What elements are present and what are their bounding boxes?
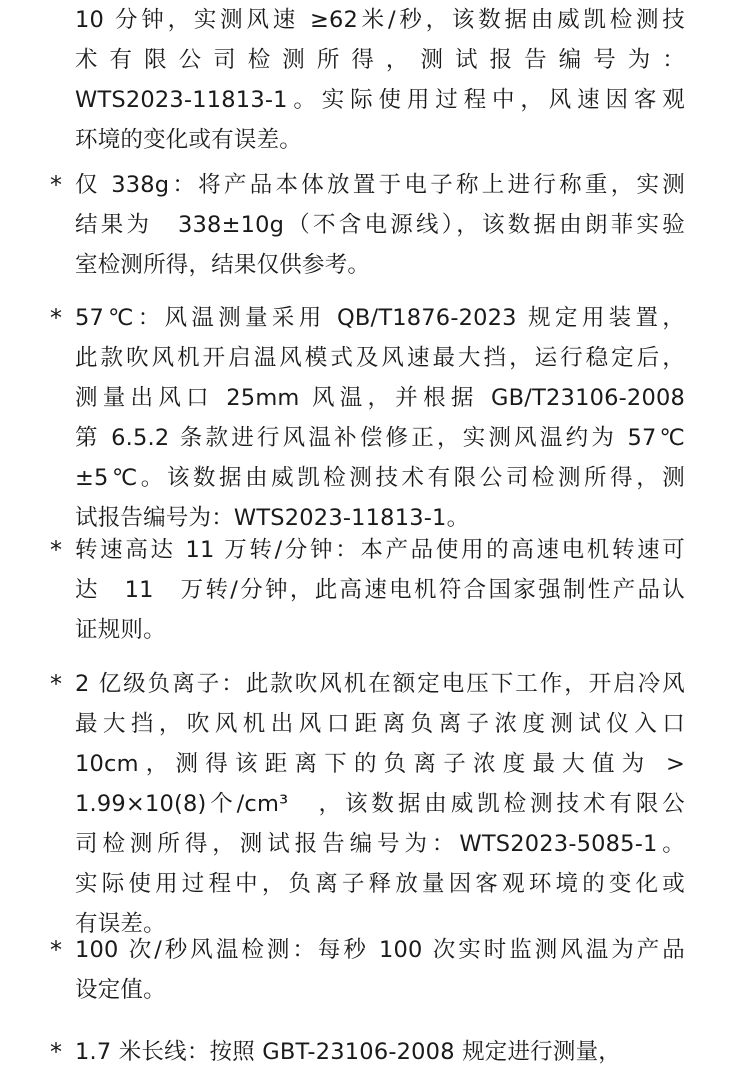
note-line: 司检测所得，测试报告编号为：WTS2023-5085-1。 bbox=[75, 831, 685, 857]
note-marker: * bbox=[50, 670, 62, 698]
note-line: 此款吹风机开启温风模式及风速最大挡，运行稳定后， bbox=[75, 345, 685, 371]
note-line: 2 亿级负离子：此款吹风机在额定电压下工作，开启冷风 bbox=[75, 671, 685, 697]
note-line: 10 分钟，实测风速 ≥62米/秒，该数据由威凯检测技 bbox=[75, 7, 685, 33]
note-marker: * bbox=[50, 304, 62, 332]
note-text bbox=[75, 1032, 685, 1072]
note-line: 实际使用过程中，负离子释放量因客观环境的变化或 bbox=[75, 871, 685, 897]
note-marker: * bbox=[50, 1038, 62, 1066]
note-line: 环境的变化或有误差。 bbox=[75, 127, 303, 153]
note-line: 10cm，测得该距离下的负离子浓度最大值为 > bbox=[75, 751, 685, 777]
note-text bbox=[75, 930, 685, 1010]
note-line: 证规则。 bbox=[75, 617, 166, 643]
note-line: 设定值。 bbox=[75, 977, 166, 1003]
note-line: WTS2023-11813-1。实际使用过程中，风速因客观 bbox=[75, 87, 685, 113]
note-line: 转速高达 11 万转/分钟：本产品使用的高速电机转速可 bbox=[75, 537, 685, 563]
note-line: 术有限公司检测所得，测试报告编号为： bbox=[75, 47, 685, 73]
note-marker: * bbox=[50, 171, 62, 199]
note-text bbox=[75, 298, 685, 538]
note-marker: * bbox=[50, 936, 62, 964]
note-text bbox=[75, 530, 685, 650]
note-line: 室检测所得，结果仅供参考。 bbox=[75, 252, 371, 278]
note-line: 1.99×10(8)个/cm³ ，该数据由威凯检测技术有限公 bbox=[75, 791, 685, 817]
note-line: 达 11 万转/分钟，此高速电机符合国家强制性产品认 bbox=[75, 577, 685, 603]
note-line: 测量出风口 25mm 风温，并根据 GB/T23106-2008 bbox=[75, 385, 685, 411]
note-line: 100 次/秒风温检测：每秒 100 次实时监测风温为产品 bbox=[75, 937, 685, 963]
note-text bbox=[75, 165, 685, 285]
note-line: 第 6.5.2 条款进行风温补偿修正，实测风温约为 57℃ bbox=[75, 425, 685, 451]
note-text bbox=[75, 0, 685, 160]
note-line: 1.7 米长线：按照 GBT-23106-2008 规定进行测量， bbox=[75, 1039, 621, 1065]
note-line: 仅 338g：将产品本体放置于电子称上进行称重，实测 bbox=[75, 172, 685, 198]
note-line: 最大挡，吹风机出风口距离负离子浓度测试仪入口 bbox=[75, 711, 685, 737]
note-line: 有误差。 bbox=[75, 911, 166, 937]
note-line: 结果为 338±10g（不含电源线），该数据由朗菲实验 bbox=[75, 212, 685, 238]
note-marker: * bbox=[50, 536, 62, 564]
note-text bbox=[75, 664, 685, 944]
note-line: 试报告编号为：WTS2023-11813-1。 bbox=[75, 505, 470, 531]
note-line: 57℃：风温测量采用 QB/T1876-2023 规定用装置， bbox=[75, 305, 685, 331]
note-line: ±5℃。该数据由威凯检测技术有限公司检测所得，测 bbox=[75, 465, 685, 491]
